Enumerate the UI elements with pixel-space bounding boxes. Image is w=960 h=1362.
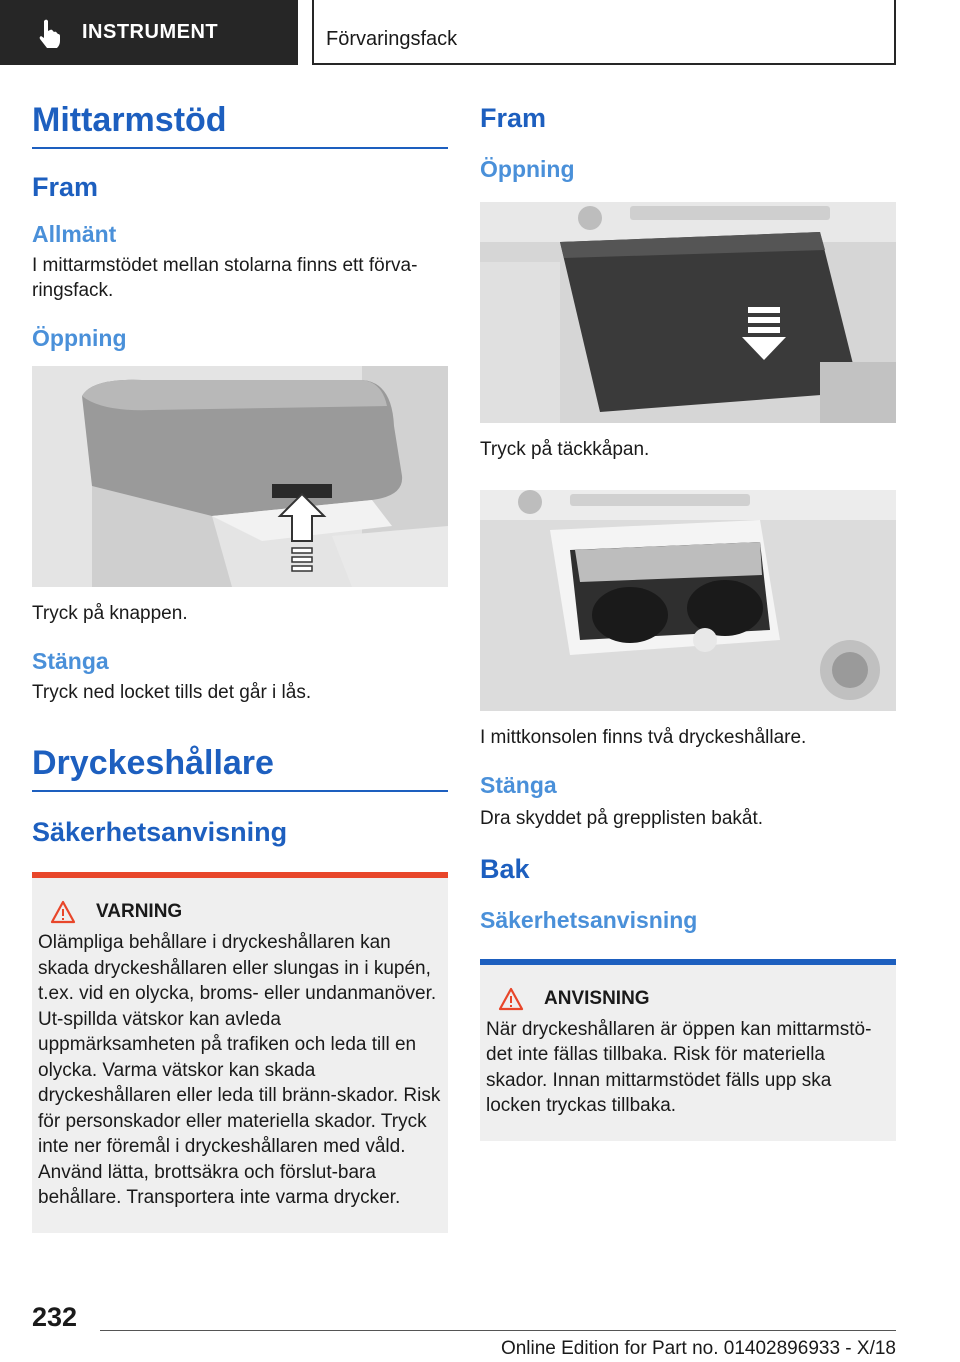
pointing-hand-icon: [32, 16, 66, 50]
chapter-label: Förvaringsfack: [326, 28, 458, 50]
heading-mittarmstod: Mittarmstöd: [32, 100, 448, 149]
warning-title: [38, 900, 442, 924]
heading-bak: Bak: [480, 853, 530, 884]
warning-body: Olämpliga behållare i dryckeshållaren kan skada dryckeshållaren eller slungas in i kupén, t.ex. vid en olycka, broms- eller undanmanöver. Ut-spillda vätskor kan avleda uppmärksamheten på trafiken och leda till en olycka. Varma vätskor kan skada dryckeshållaren eller leda till bränn-skador. Risk för personskador eller materiella skador. Tryck inte ner föremål i dryckeshållaren med våld. Använd lätta, brottsäkra och förslut-bara behållare. Transportera inte varma drycker.: [38, 932, 441, 1209]
warning-box: [32, 872, 448, 1233]
notice-triangle-icon: [498, 987, 524, 1011]
footer-edition: Online Edition for Part no. 01402896933 - X/18: [500, 1338, 896, 1359]
heading-fram-right: Fram: [480, 103, 547, 133]
heading-sakerhetsanvisning-right: Säkerhetsanvisning: [480, 906, 698, 933]
caption-mittkonsol: I mittkonsolen finns två dryckeshållare.: [480, 726, 807, 748]
caption-tackkapan: Tryck på täckkåpan.: [480, 438, 650, 460]
notice-body: När dryckeshållaren är öppen kan mittarmstö-det inte fällas tillbaka. Risk för materiella skador. Innan mittarmstödet fälls upp ska locken tryckas tillbaka.: [486, 1018, 872, 1117]
section-label: INSTRUMENT: [82, 21, 219, 43]
heading-dryckeshallare: Dryckeshållare: [32, 743, 448, 792]
paragraph-stanga: Tryck ned locket tills det går i lås.: [32, 681, 312, 703]
right-column: [480, 102, 896, 1141]
cover-image: [480, 202, 896, 423]
chapter-tab: [312, 0, 896, 65]
paragraph-stanga-right: Dra skyddet på grepplisten bakåt.: [480, 807, 764, 829]
left-column: [32, 100, 448, 1233]
armrest-image: [32, 366, 448, 587]
warning-triangle-icon: [50, 900, 76, 924]
footer-divider: [100, 1330, 896, 1331]
paragraph-allmant: I mittarmstödet mellan stolarna finns ett förva-ringsfack.: [32, 254, 418, 301]
heading-oppning: Öppning: [32, 324, 127, 351]
notice-title: [486, 987, 890, 1011]
heading-allmant: Allmänt: [32, 221, 117, 248]
heading-oppning-right: Öppning: [480, 156, 575, 183]
heading-stanga-right: Stänga: [480, 771, 557, 798]
notice-title-text: ANVISNING: [544, 987, 650, 1009]
caption-knappen: Tryck på knappen.: [32, 603, 188, 625]
notice-box: [480, 959, 896, 1141]
heading-stanga: Stänga: [32, 648, 109, 675]
section-tab: [0, 0, 298, 65]
cupholder-image: [480, 490, 896, 711]
warning-title-text: VARNING: [96, 901, 183, 923]
heading-fram: Fram: [32, 171, 99, 202]
heading-sakerhetsanvisning: Säkerhetsanvisning: [32, 816, 288, 847]
page-number: 232: [32, 1302, 78, 1332]
